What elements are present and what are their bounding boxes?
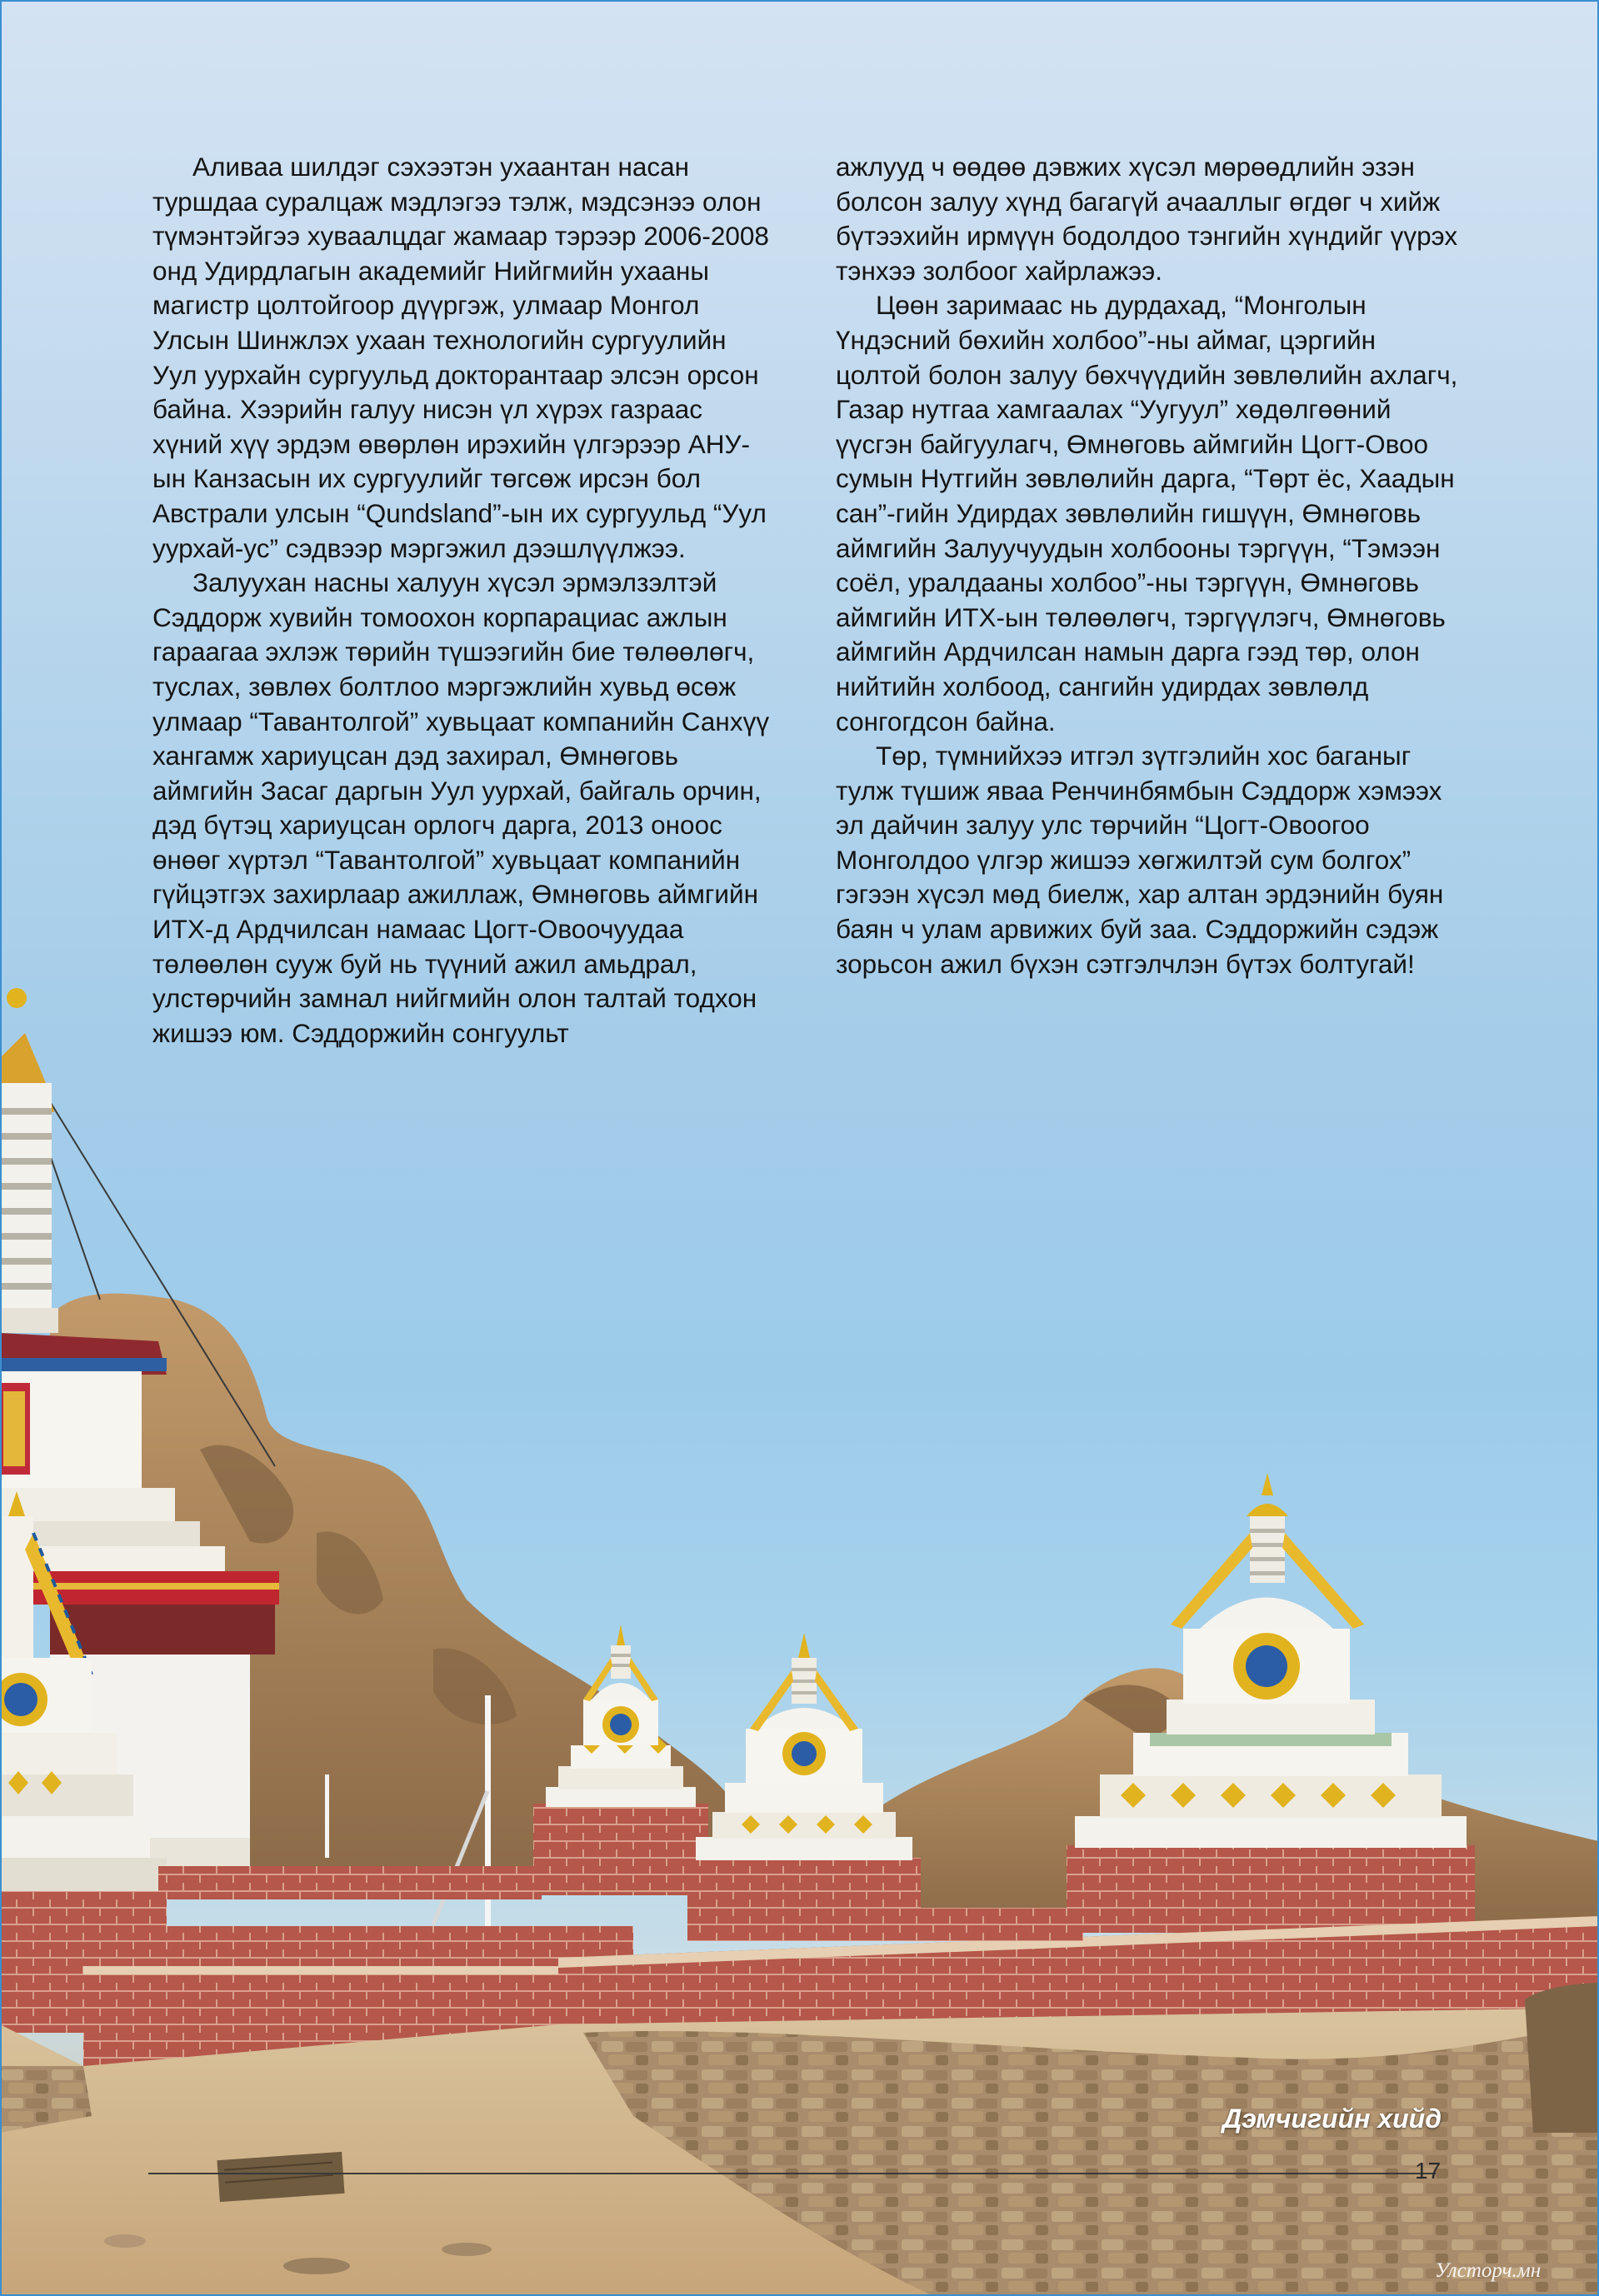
footer-rule [148,2173,1436,2174]
page-number: 17 [1415,2158,1442,2184]
photo-caption: Дэмчигийн хийд [1222,2104,1442,2134]
article-left-column [152,150,777,1051]
paragraph: Цөөн заримаас нь дурдахад, “Монголын Үндэсний бөхийн холбоо”-ны аймаг, цэргийн цолтой болон залуу бөхчүүдийн зөвлөлийн ахлагч, Газар нутгаа хамгаалах “Уугуул” хөдөлгөөний үүсгэн байгуулагч, Өмнөговь аймгийн Цогт-Овоо сумын Нутгийн зөвлөлийн дарга, “Төрт ёс, Хаадын сан”-гийн Удирдах зөвлөлийн гишүүн, Өмнөговь аймгийн Залуучуудын холбооны тэргүүн, “Тэмээн соёл, уралдааны холбоо”-ны тэргүүн, Өмнөговь аймгийн ИТХ-ын төлөөлөгч, тэргүүлэгч, Өмнөговь аймгийн Ардчилсан намын дарга гээд төр, олон нийтийн холбоод, сангийн удирдах зөвлөлд сонгогдсон байна. [836,290,1458,736]
paragraph: Залуухан насны халуун хүсэл эрмэлзэлтэй Сэддорж хувийн томоохон корпарациас ажлын гараагаа эхлэж төрийн түшээгийн бие төлөөлөгч, туслах, зөвлөх болтлоо мэргэжлийн хувьд өсөж улмаар “Тавантолгой” хувьцаат компанийн Санхүү хангамж хариуцсан дэд захирал, Өмнөговь аймгийн Засаг даргын Уул уурхай, байгаль орчин, дэд бүтэц хариуцсан орлогч дарга, 2013 оноос өнөөг хүртэл “Тавантолгой” хувьцаат компанийн гүйцэтгэх захирлаар ажиллаж, Өмнөговь аймгийн ИТХ-д Ардчилсан намаас Цогт-Овоочуудаа төлөөлөн сууж буй нь түүний ажил амьдрал, улстөрчийн замнал нийгмийн олон талтай тодхон жишээ юм. Сэддоржийн сонгуульт [152,567,770,1048]
article-right-column [836,150,1461,981]
paragraph: ажлууд ч өөдөө дэвжих хүсэл мөрөөдлийн эзэн болсон залуу хүнд багагүй ачааллыг өгдөг ч хийж бүтээхийн ирмүүн бодолдоо тэнгийн хүндийг үүрэх тэнхээ золбоог хайрлажээ. [836,152,1458,286]
stupa-center-2 [687,1633,921,1941]
paragraph: Төр, түмнийхээ итгэл зүтгэлийн хос баганыг тулж түшиж яваа Ренчинбямбын Сэддорж хэмээх эл дайчин залуу улс төрчийн “Цогт-Овоогоо Монголдоо үлгэр жишээ хөгжилтэй сум болгох” гэгээн хүсэл мөд биелж, хар алтан эрдэнийн буян баян ч улам арвижих буй заа. Сэддоржийн сэдэж зорьсон ажил бүхэн сэтгэлчлэн бүтэх болтугай! [836,741,1444,979]
paragraph: Аливаа шилдэг сэхээтэн ухаантан насан туршдаа суралцаж мэдлэгээ тэлж, мэдсэнээ олон түмэнтэйгээ хуваалцдаг жамаар тэрээр 2006-2008 онд Удирдлагын академийг Нийгмийн ухааны магистр цолтойгоор дүүргэж, улмаар Монгол Улсын Шинжлэх ухаан технологийн сургуулийн Уул уурхайн сургуульд докторантаар элсэн орсон байна. Хээрийн галуу нисэн үл хүрэх газраас хүний хүү эрдэм өвөрлөн ирэхийн үлгэрээр АНУ-ын Канзасын их сургуулийг төгсөж ирсэн бол Австрали улсын “Qundsland”-ын их сургуульд “Уул уурхай-ус” сэдвээр мэргэжил дээшлүүлжээ. [152,152,769,563]
watermark: Улсторч.мн [1435,2259,1542,2282]
